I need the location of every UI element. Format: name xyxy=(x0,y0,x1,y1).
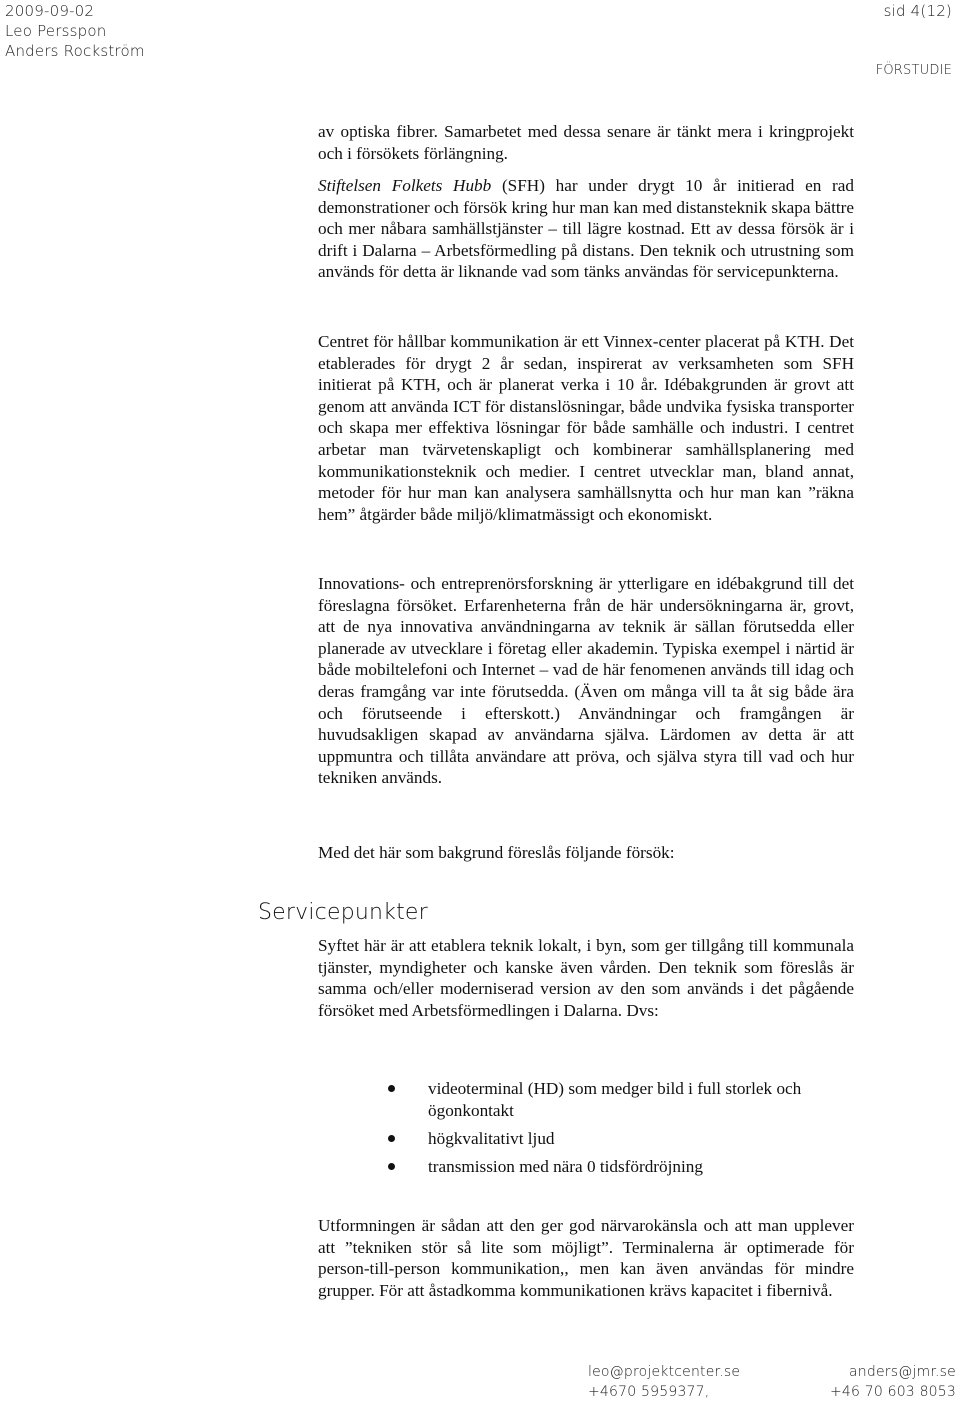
section-heading: Servicepunkter xyxy=(258,900,428,925)
bullet-icon xyxy=(388,1085,395,1092)
bullet-icon xyxy=(388,1163,395,1170)
paragraph-hallbar-kommunikation: Centret för hållbar kommunikation är ett Vinnex-center placerat på KTH. Det etablerades för drygt 2 år sedan, inspirerat av verksamheten som SFH initierat på KTH, och är planerat verka i 10 år. Idébakgrunden är grovt att genom att använda ICT för distanslösningar, både undvika fysiska transporter och skapa mer effektiva lösningar för både samhälle och industri. I centret arbetar man tvärvetenskapligt och kombinerar samhällsplanering med kommunikationsteknik och medier. I centret utvecklar man, bland annat, metoder för hur man kan analysera samhällsnytta och hur man kan ”räkna hem” åtgärder både miljö/klimatmässigt och ekonomiskt. xyxy=(318,332,854,524)
folkets-hubb-emphasis: Stiftelsen Folkets Hubb xyxy=(318,176,492,195)
footer-phone-anders: +46 70 603 8053 xyxy=(829,1384,956,1400)
paragraph-innovation: Innovations- och entreprenörsforskning är ytterligare en idébakgrund till det föreslagna försöket. Erfarenheterna från de här undersökningarna är, grovt, att de nya innovativa användningarna av teknik är sällan förutsedda eller planerade av utvecklare i företag eller akademin. Typiska exempel i närtid är både mobiltelefoni och Internet – vad de här fenomenen används till idag och deras framgång var inte förutsedda. (Även om många vill ta åt sig både ära och förutseende i efterskott.) Användningar och framgången är huvudsakligen skapad av användarna själva. Lärdomen av detta är att uppmuntra och tillåta användare att pröva, och själva styra till vad och hur tekniken används. xyxy=(318,574,854,788)
header-author-1: Leo Persspon xyxy=(5,22,107,40)
feature-list xyxy=(380,1078,860,1184)
paragraph-servicepunkter: Syftet här är att etablera teknik lokalt, i byn, som ger tillgång till kommunala tjänster, myndigheter och kanske även vården. Den teknik som föreslås är samma och/eller moderniserad version av den som används i det pågående försöket med Arbetsförmedlingen i Dalarna. Dvs: xyxy=(318,936,854,1020)
footer-email-anders: anders@jmr.se xyxy=(849,1364,956,1380)
header-date: 2009-09-02 xyxy=(5,2,95,20)
paragraph-proposal-intro: Med det här som bakgrund föreslås följande försök: xyxy=(318,843,675,862)
list-item: transmission med nära 0 tidsfördröjning xyxy=(380,1156,860,1178)
footer-phone-leo: +4670 5959377, xyxy=(588,1384,710,1400)
paragraph-fibers: av optiska fibrer. Samarbetet med dessa senare är tänkt mera i kringprojekt och i försökets förlängning. xyxy=(318,122,854,163)
header-page-number: sid 4(12) xyxy=(883,2,952,20)
header-author-2: Anders Rockström xyxy=(5,42,145,60)
list-item: videoterminal (HD) som medger bild i full storlek och ögonkontakt xyxy=(380,1078,860,1121)
bullet-icon xyxy=(388,1135,395,1142)
list-item: högkvalitativt ljud xyxy=(380,1128,860,1150)
paragraph-folkets-hubb xyxy=(318,175,854,283)
header-document-status: FÖRSTUDIE xyxy=(875,63,952,78)
footer-email-leo: leo@projektcenter.se xyxy=(588,1364,741,1380)
paragraph-utformning: Utformningen är sådan att den ger god närvarokänsla och att man upplever att ”tekniken stör så lite som möjligt”. Terminalerna är optimerade för person-till-person kommunikation,, men kan även användas för mindre grupper. För att åstadkomma kommunikationen krävs kapacitet i fibernivå. xyxy=(318,1216,854,1300)
folkets-hubb-text: (SFH) har under drygt 10 år initierad en rad demonstrationer och försök kring hur man kan med distansteknik skapa bättre och mer nåbara samhällstjänster – till lägre kostnad. Ett av dessa försök är i drift i Dalarna – Arbetsförmedling på distans. Den teknik och utrustning som används för detta är liknande vad som tänks användas för servicepunkterna. xyxy=(318,176,854,282)
